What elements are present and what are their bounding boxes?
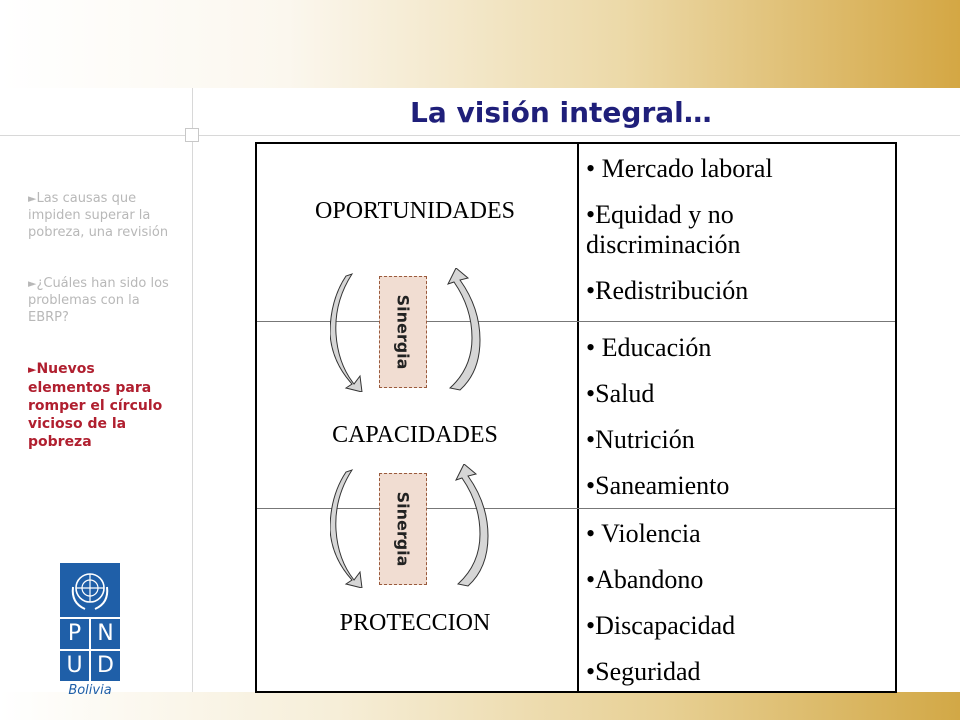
sidebar-item-label: Nuevos elementos para romper el círculo vicioso de la pobreza (28, 361, 163, 450)
logo-letter: D (91, 651, 120, 681)
capacities-list (586, 333, 886, 517)
curved-arrow-icon (330, 272, 366, 392)
un-emblem-icon (60, 563, 120, 617)
list-item: •Redistribución (586, 276, 749, 305)
list-item: • Violencia (586, 519, 701, 548)
sidebar-item-label: Las causas que impiden superar la pobreza, una revisión (28, 191, 169, 240)
synergy-label-box (379, 473, 427, 585)
list-item: •Discapacidad (586, 611, 736, 640)
synergy-label: Sinergia (393, 294, 413, 370)
category-protection: PROTECCION (339, 610, 491, 636)
corner-marker (185, 128, 199, 142)
opportunities-list (586, 154, 886, 322)
logo-letter-grid (60, 619, 120, 681)
list-item: •Seguridad (586, 657, 701, 686)
logo-letter: P (60, 619, 89, 649)
table-column-divider (577, 144, 579, 691)
logo-country: Bolivia (68, 683, 112, 698)
logo-letter: U (60, 651, 89, 681)
list-item: •Abandono (586, 565, 704, 594)
sidebar-divider (192, 88, 193, 692)
list-item: •Salud (586, 379, 655, 408)
synergy-label-box (379, 276, 427, 388)
arrow-right-icon: ► (28, 192, 37, 205)
sidebar-item-causes[interactable] (28, 190, 174, 241)
category-opportunities: OPORTUNIDADES (315, 198, 515, 224)
sidebar-item-label: ¿Cuáles han sido los problemas con la EBRP? (28, 276, 169, 325)
list-item: • Mercado laboral (586, 154, 773, 183)
arrow-right-icon: ► (28, 363, 37, 376)
curved-arrow-icon (330, 468, 366, 588)
sidebar-item-new-elements[interactable] (28, 360, 174, 451)
list-item: •Saneamiento (586, 471, 730, 500)
sidebar-nav (28, 190, 174, 485)
synergy-label: Sinergia (393, 491, 413, 567)
list-item: •Equidad y no discriminación (586, 200, 741, 259)
header-divider (0, 135, 960, 136)
logo-letter: N (91, 619, 120, 649)
slide-title: La visión integral… (410, 96, 712, 129)
category-capacities: CAPACIDADES (332, 422, 498, 448)
list-item: • Educación (586, 333, 712, 362)
curved-arrow-icon (446, 268, 482, 392)
protection-list (586, 519, 886, 703)
pnud-logo (60, 563, 120, 698)
arrow-right-icon: ► (28, 277, 37, 290)
sidebar-item-problems[interactable] (28, 275, 174, 326)
top-decorative-band (0, 0, 960, 88)
curved-arrow-icon (454, 464, 490, 588)
list-item: •Nutrición (586, 425, 695, 454)
